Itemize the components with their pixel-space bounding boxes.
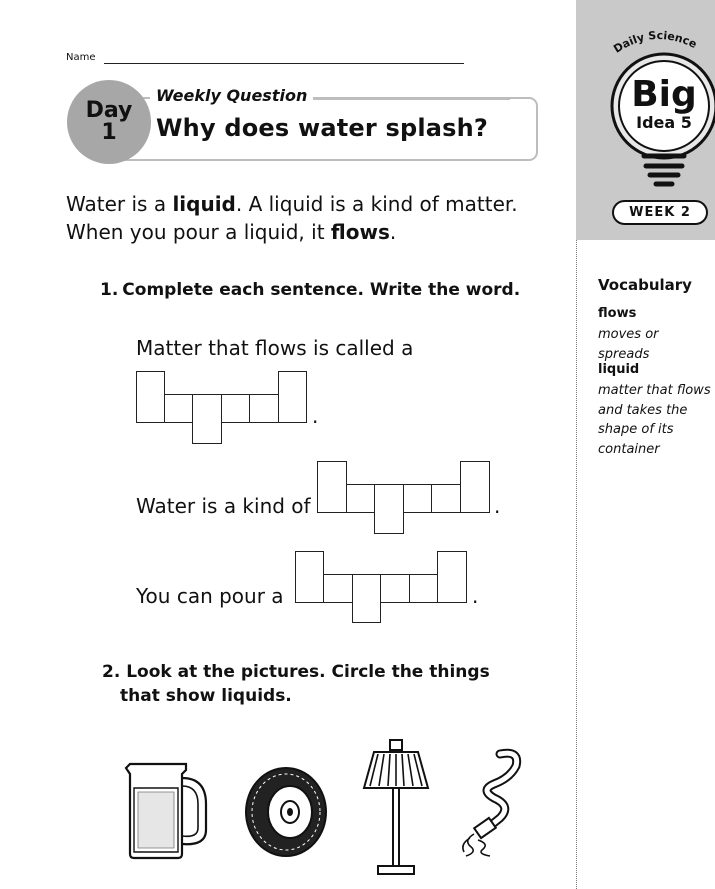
letter-box[interactable] [437,551,467,603]
letter-box[interactable] [323,574,353,603]
question-1-number: 1. [100,280,119,300]
intro-bold-flows: flows [330,220,390,244]
big-idea-bulb-logo [588,14,715,194]
letter-box[interactable] [460,461,490,513]
letter-box[interactable] [295,551,324,603]
letter-box[interactable] [249,394,279,423]
question-2-number: 2. [102,662,121,682]
sentence-a: Matter that flows is called a [136,336,414,360]
intro-text-3: When you pour a liquid, it [66,220,331,244]
intro-text-4: . [389,220,397,244]
day-badge [67,80,151,164]
period-a: . [312,404,319,428]
brand-top-text: Daily Science [611,28,699,56]
week-badge: WEEK 2 [612,200,708,225]
brand-big-text: Big [631,74,697,115]
tire-icon[interactable] [238,766,330,858]
intro-text-1: Water is a [66,192,173,216]
sidebar-divider [576,240,577,889]
vocab-term-flows: flows [598,306,637,321]
sentence-b: Water is a kind of [136,494,311,518]
letter-box[interactable] [352,574,381,623]
letter-box[interactable] [380,574,410,603]
weekly-question-label: Weekly Question [150,86,313,105]
brand-idea-text: Idea 5 [636,113,692,132]
name-write-line[interactable] [104,63,464,64]
question-1-text: Complete each sentence. Write the word. [122,280,521,300]
period-c: . [472,584,479,608]
question-1 [100,280,520,300]
question-2 [102,660,490,708]
hose-water-icon[interactable] [460,748,550,858]
letter-box[interactable] [278,371,307,423]
letter-box[interactable] [403,484,432,513]
pitcher-icon[interactable] [120,760,212,860]
letter-box[interactable] [136,371,165,423]
day-word: Day [85,98,133,123]
question-2-line-1: Look at the pictures. Circle the things [126,662,490,682]
day-number: 1 [101,120,117,145]
letter-box[interactable] [346,484,375,513]
letter-box[interactable] [164,394,193,423]
question-2-line-2: that show liquids. [120,686,292,706]
name-label: Name [66,52,96,63]
vocab-term-liquid: liquid [598,362,640,377]
letter-box[interactable] [192,394,222,444]
letter-box[interactable] [221,394,250,423]
period-b: . [494,494,501,518]
weekly-question-rule [300,98,510,100]
letter-box[interactable] [317,461,347,513]
vocab-def-flows: moves or spreads [598,327,659,362]
lamp-icon[interactable] [360,738,432,878]
letter-box[interactable] [374,484,404,534]
svg-text:Daily Science [611,29,699,56]
vocabulary-heading: Vocabulary [598,276,692,294]
intro-paragraph [66,190,536,246]
sentence-c: You can pour a [136,584,284,608]
intro-text-2: . A liquid is a kind of matter. [235,192,518,216]
letter-box[interactable] [409,574,438,603]
intro-bold-liquid: liquid [172,192,236,216]
weekly-question-title: Why does water splash? [156,114,489,142]
letter-box[interactable] [431,484,461,513]
vocab-def-liquid: matter that flows and takes the shape of its container [598,383,711,457]
